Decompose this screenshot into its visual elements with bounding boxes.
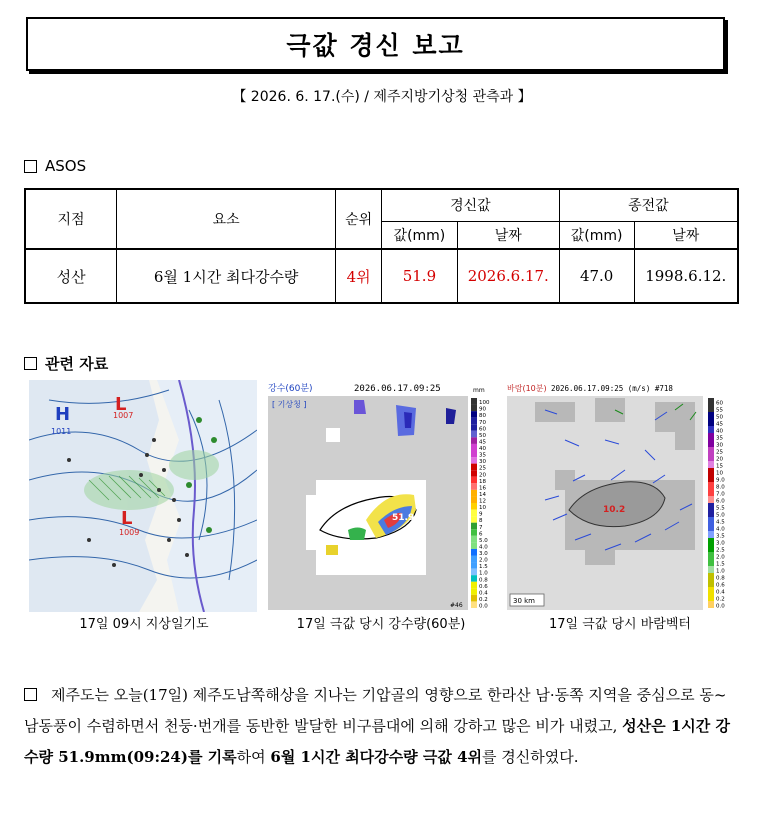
scale-swatch bbox=[471, 582, 477, 589]
section-related-label: 관련 자료 bbox=[45, 355, 109, 373]
scale-label: 9 bbox=[479, 511, 483, 518]
scale-swatch bbox=[708, 566, 714, 573]
scale-label: 7.0 bbox=[716, 491, 725, 498]
scale-swatch bbox=[708, 461, 714, 468]
scale-swatch bbox=[471, 451, 477, 458]
scale-swatch bbox=[708, 496, 714, 503]
scale-label: 1.5 bbox=[716, 561, 725, 568]
scale-swatch bbox=[708, 433, 714, 440]
header-new-date: 날짜 bbox=[457, 221, 559, 249]
scale-label: 16 bbox=[479, 485, 486, 492]
scale-swatch bbox=[471, 529, 477, 536]
scale-label: 60 bbox=[479, 426, 486, 433]
scale-swatch bbox=[708, 503, 714, 510]
scale-swatch bbox=[708, 489, 714, 496]
scale-swatch bbox=[471, 464, 477, 471]
rain-value-label: 51.9 bbox=[392, 513, 415, 523]
scale-label: 80 bbox=[479, 413, 486, 420]
scale-label: 50 bbox=[479, 432, 486, 439]
scale-label: 8.0 bbox=[716, 484, 725, 491]
scale-label: 1.5 bbox=[479, 564, 488, 571]
scale-label: 0.4 bbox=[479, 590, 488, 597]
scale-label: 4.5 bbox=[716, 519, 725, 526]
rain-title: 강수(60분) bbox=[268, 384, 313, 394]
low-pressure-label-1: L bbox=[115, 394, 127, 415]
wind-figure bbox=[505, 380, 735, 612]
scale-label: 0.0 bbox=[479, 603, 488, 610]
scale-swatch bbox=[471, 431, 477, 438]
scale-swatch bbox=[471, 588, 477, 595]
rain-tag: [ 기상청 ] bbox=[272, 400, 307, 409]
scale-label: 30 bbox=[479, 459, 486, 466]
scale-swatch bbox=[471, 523, 477, 530]
page-title: 극값 경신 보고 bbox=[286, 31, 465, 60]
scale-label: 25 bbox=[716, 449, 723, 456]
weather-map-image bbox=[29, 380, 257, 612]
scale-label: 0.2 bbox=[716, 596, 725, 603]
scale-label: 0.2 bbox=[479, 596, 488, 603]
cell-prev-date: 1998.6.12. bbox=[634, 249, 738, 303]
scale-label: 40 bbox=[479, 446, 486, 452]
scale-label: 0.0 bbox=[716, 603, 725, 610]
scale-swatch bbox=[708, 517, 714, 524]
scale-swatch bbox=[471, 503, 477, 510]
scale-label: 60 bbox=[716, 400, 723, 407]
scale-label: 25 bbox=[479, 465, 486, 472]
para-bold-2: 6월 1시간 최다강수량 극값 4위 bbox=[270, 748, 482, 766]
scale-swatch bbox=[708, 552, 714, 559]
scale-swatch bbox=[471, 444, 477, 451]
scale-label: 0.8 bbox=[716, 575, 725, 582]
figures-row bbox=[26, 380, 738, 612]
scale-swatch bbox=[708, 419, 714, 426]
scale-swatch bbox=[471, 470, 477, 477]
scale-label: 2.5 bbox=[716, 547, 725, 554]
scale-swatch bbox=[471, 490, 477, 497]
scale-swatch bbox=[708, 447, 714, 454]
scale-swatch bbox=[471, 437, 477, 444]
scale-swatch bbox=[471, 595, 477, 602]
header-rank: 순위 bbox=[336, 189, 382, 249]
wind-scale-bar: 30 km bbox=[513, 597, 536, 605]
high-pressure-label: H bbox=[55, 404, 71, 425]
weather-map-figure bbox=[29, 380, 259, 612]
scale-swatch bbox=[471, 556, 477, 563]
scale-swatch bbox=[471, 398, 477, 405]
scale-label: 10 bbox=[479, 505, 486, 512]
checkbox-square-icon bbox=[24, 357, 37, 370]
scale-swatch bbox=[471, 549, 477, 556]
low-pressure-value-1: 1007 bbox=[113, 411, 134, 420]
scale-label: 70 bbox=[479, 419, 486, 426]
scale-swatch bbox=[708, 524, 714, 531]
cell-rank: 4위 bbox=[336, 249, 382, 303]
rain-figure bbox=[266, 380, 496, 612]
summary-paragraph bbox=[24, 680, 736, 773]
low-pressure-value-2: 1009 bbox=[119, 528, 140, 537]
wind-color-scale bbox=[708, 398, 725, 610]
scale-label: 9.0 bbox=[716, 477, 725, 484]
cell-station: 성산 bbox=[25, 249, 117, 303]
header-new-value: 경신값 bbox=[382, 189, 560, 221]
scale-label: 3.0 bbox=[716, 540, 725, 547]
scale-label: 20 bbox=[479, 472, 486, 479]
checkbox-square-icon bbox=[24, 160, 37, 173]
rain-unit: mm bbox=[473, 387, 485, 394]
scale-label: 0.8 bbox=[479, 577, 488, 584]
scale-swatch bbox=[471, 477, 477, 484]
scale-label: 12 bbox=[479, 498, 486, 505]
scale-label: 55 bbox=[716, 407, 723, 414]
scale-swatch bbox=[471, 601, 477, 608]
scale-label: 18 bbox=[479, 478, 486, 485]
scale-label: 6 bbox=[479, 531, 483, 538]
scale-swatch bbox=[708, 601, 714, 608]
scale-swatch bbox=[708, 559, 714, 566]
scale-label: 4.0 bbox=[716, 526, 725, 533]
scale-label: 5.5 bbox=[716, 505, 725, 512]
scale-label: 14 bbox=[479, 491, 486, 498]
report-subtitle: 【 2026. 6. 17.(수) / 제주지방기상청 관측과 】 bbox=[232, 89, 532, 105]
scale-label: 6.0 bbox=[716, 498, 725, 505]
cell-prev-value: 47.0 bbox=[559, 249, 634, 303]
header-station: 지점 bbox=[25, 189, 117, 249]
scale-label: 1.0 bbox=[716, 568, 725, 575]
scale-swatch bbox=[471, 536, 477, 543]
scale-swatch bbox=[471, 483, 477, 490]
scale-label: 4.0 bbox=[479, 544, 488, 551]
scale-swatch bbox=[471, 575, 477, 582]
cell-new-value: 51.9 bbox=[382, 249, 458, 303]
scale-label: 2.0 bbox=[479, 557, 488, 564]
scale-label: 8 bbox=[479, 518, 483, 525]
header-prev-value: 종전값 bbox=[559, 189, 738, 221]
scale-label: 3.5 bbox=[716, 533, 725, 540]
scale-swatch bbox=[471, 496, 477, 503]
wind-caption: 17일 극값 당시 바람벡터 bbox=[549, 617, 691, 632]
scale-swatch bbox=[708, 454, 714, 461]
scale-label: 15 bbox=[716, 463, 723, 470]
scale-swatch bbox=[708, 482, 714, 489]
scale-label: 2.0 bbox=[716, 554, 725, 561]
scale-swatch bbox=[471, 562, 477, 569]
scale-label: 35 bbox=[716, 435, 723, 442]
wind-value-label: 10.2 bbox=[603, 505, 626, 515]
scale-swatch bbox=[708, 405, 714, 412]
scale-label: 7 bbox=[479, 524, 483, 531]
scale-label: 0.4 bbox=[716, 589, 725, 596]
scale-swatch bbox=[708, 510, 714, 517]
scale-label: 3.0 bbox=[479, 551, 488, 557]
scale-swatch bbox=[471, 411, 477, 418]
para-text-1: 제주도는 오늘(17일) 제주도남쪽해상을 지나는 기압골의 영향으로 한라산 남·동쪽 지역을 중심으로 동~남동풍이 수렴하면서 천둥·번개를 동반한 발달한 비구름대에 의해 강하고 많은 비가 내렸고, bbox=[24, 686, 727, 735]
scale-label: 50 bbox=[716, 414, 723, 421]
scale-label: 30 bbox=[716, 442, 723, 449]
scale-label: 0.6 bbox=[479, 583, 488, 590]
scale-swatch bbox=[471, 457, 477, 464]
scale-label: 1.0 bbox=[479, 570, 488, 577]
scale-swatch bbox=[708, 440, 714, 447]
scale-swatch bbox=[471, 405, 477, 412]
section-asos bbox=[24, 157, 86, 175]
high-pressure-value: 1011 bbox=[51, 427, 72, 436]
scale-swatch bbox=[708, 468, 714, 475]
scale-label: 35 bbox=[479, 452, 486, 459]
cell-new-date: 2026.6.17. bbox=[457, 249, 559, 303]
scale-label: 45 bbox=[716, 421, 723, 428]
wind-image bbox=[505, 380, 735, 612]
scale-swatch bbox=[708, 538, 714, 545]
scale-swatch bbox=[471, 516, 477, 523]
checkbox-square-icon bbox=[24, 688, 37, 701]
scale-swatch bbox=[708, 573, 714, 580]
scale-swatch bbox=[708, 475, 714, 482]
wind-title: 바람(10분) bbox=[507, 384, 547, 393]
para-bold-1: 성산은 1시간 강수량 51.9mm(09:24)를 기록 bbox=[24, 717, 730, 766]
scale-swatch bbox=[471, 569, 477, 576]
rain-caption: 17일 극값 당시 강수량(60분) bbox=[296, 617, 466, 632]
rain-corner-label: #46 bbox=[450, 602, 463, 609]
para-text-2: 하여 bbox=[236, 748, 271, 766]
header-prev-date: 날짜 bbox=[634, 221, 738, 249]
scale-label: 5.0 bbox=[479, 537, 488, 544]
header-prev-value-mm: 값(mm) bbox=[559, 221, 634, 249]
scale-swatch bbox=[471, 510, 477, 517]
scale-label: 90 bbox=[479, 406, 486, 413]
scale-swatch bbox=[708, 412, 714, 419]
scale-swatch bbox=[708, 545, 714, 552]
table-row bbox=[25, 249, 738, 303]
scale-label: 45 bbox=[479, 439, 486, 446]
weather-map-caption: 17일 09시 지상일기도 bbox=[79, 617, 209, 632]
header-element: 요소 bbox=[117, 189, 336, 249]
scale-swatch bbox=[471, 542, 477, 549]
cell-element: 6월 1시간 최다강수량 bbox=[117, 249, 336, 303]
rain-image bbox=[266, 380, 496, 612]
scale-label: 40 bbox=[716, 428, 723, 435]
scale-swatch bbox=[708, 531, 714, 538]
section-asos-label: ASOS bbox=[45, 157, 87, 175]
low-pressure-label-2: L bbox=[121, 508, 133, 529]
scale-swatch bbox=[708, 594, 714, 601]
section-related bbox=[24, 353, 108, 374]
scale-swatch bbox=[471, 418, 477, 425]
title-box bbox=[26, 17, 725, 71]
scale-swatch bbox=[708, 426, 714, 433]
scale-label: 5.0 bbox=[716, 512, 725, 519]
asos-table bbox=[24, 188, 739, 304]
header-new-value-mm: 값(mm) bbox=[382, 221, 458, 249]
scale-swatch bbox=[708, 587, 714, 594]
scale-label: 10 bbox=[716, 470, 723, 477]
scale-swatch bbox=[708, 398, 714, 405]
scale-label: 20 bbox=[716, 456, 723, 463]
rain-timestamp: 2026.06.17.09:25 bbox=[354, 384, 441, 394]
para-text-3: 를 경신하였다. bbox=[482, 748, 579, 766]
scale-swatch bbox=[708, 580, 714, 587]
scale-label: 100 bbox=[479, 400, 490, 407]
wind-timestamp: 2026.06.17.09:25 (m/s) #718 bbox=[551, 384, 673, 393]
scale-swatch bbox=[471, 424, 477, 431]
scale-label: 0.6 bbox=[716, 582, 725, 589]
